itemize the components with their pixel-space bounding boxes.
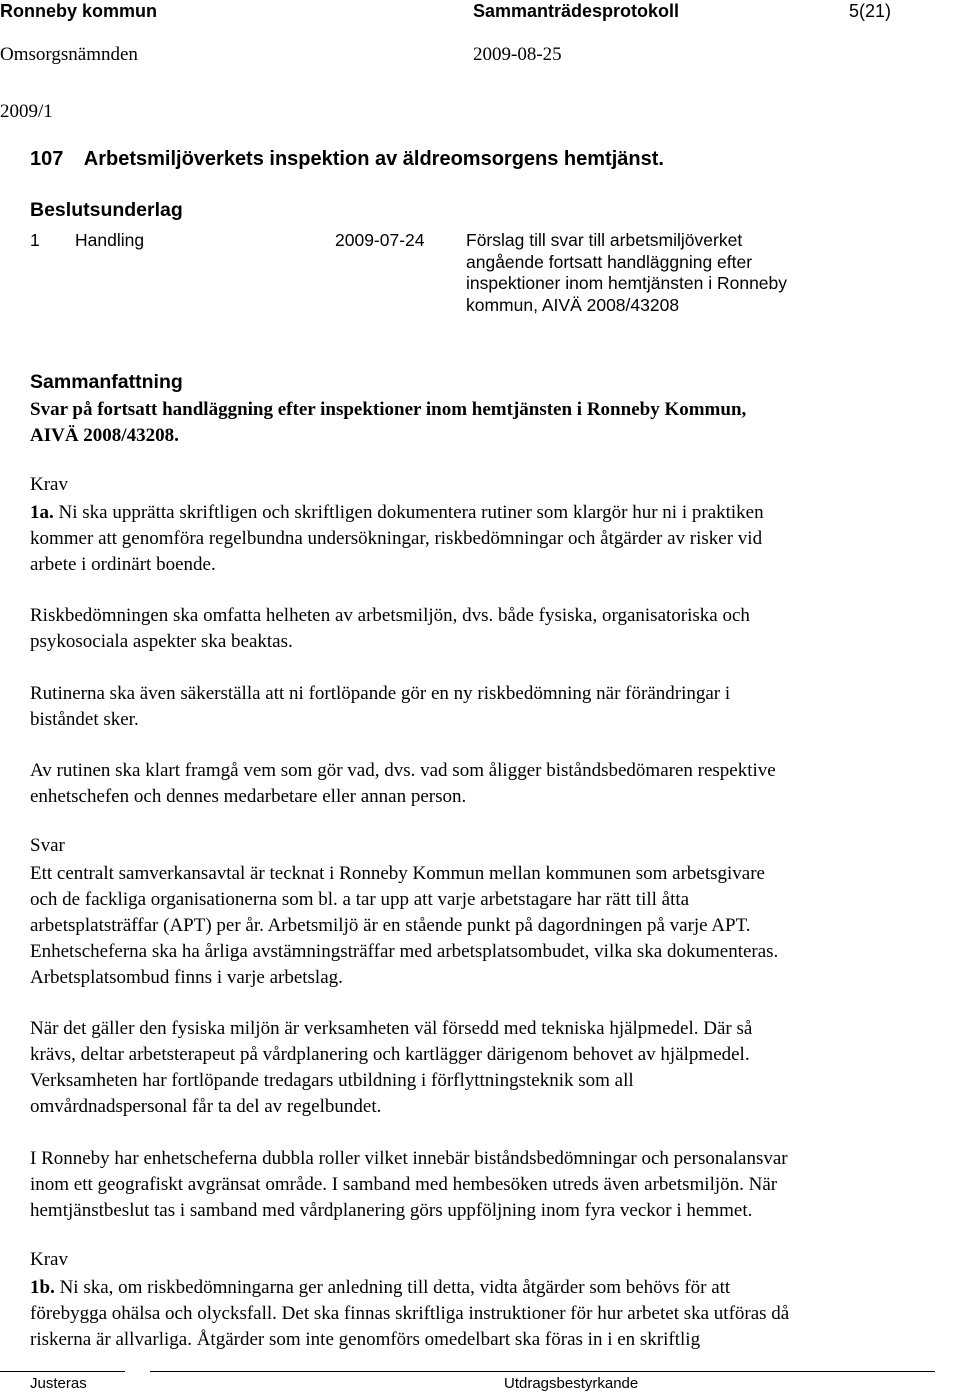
org-name: Ronneby kommun: [0, 1, 158, 21]
text-line: arbetsplatsträffar (APT) per år. Arbetsmiljö är en stående punkt på dagordningen på varje APT.: [30, 915, 751, 936]
item-heading: [30, 148, 664, 171]
text-line: Verksamheten har fortlöpande tredagars utbildning i förflyttningsteknik som all: [30, 1070, 634, 1091]
description-line: kommun, AIVÄ 2008/43208: [466, 294, 680, 315]
meeting-date: 2009-08-25: [473, 44, 562, 65]
svar-text: [30, 861, 940, 991]
text-line: biståndet sker.: [30, 709, 139, 730]
text-line: När det gäller den fysiska miljön är verksamheten väl försedd med tekniska hjälpmedel. Där så: [30, 1018, 753, 1039]
text-line: Av rutinen ska klart framgå vem som gör vad, dvs. vad som åligger biståndsbedömaren respektive: [30, 760, 776, 781]
item-title: Arbetsmiljöverkets inspektion av äldreomsorgens hemtjänst.: [83, 148, 664, 170]
footer-justeras: Justeras: [30, 1375, 87, 1392]
text-line: enhetschefen och dennes medarbetare eller annan person.: [30, 786, 467, 807]
row-type: Handling: [75, 230, 145, 250]
text-line: AIVÄ 2008/43208.: [30, 425, 179, 446]
text-line: Ni ska, om riskbedömningarna ger anledning till detta, vidta åtgärder som behövs för att: [59, 1277, 731, 1298]
sammanfattning-text: [30, 397, 940, 449]
text-line: inom ett geografiskt avgränsat område. I samband med hembesöken utreds även arbetsmiljön. När: [30, 1174, 778, 1195]
row-number: 1: [30, 230, 40, 250]
text-line: Rutinerna ska även säkerställa att ni fortlöpande gör en ny riskbedömning när förändringar i: [30, 683, 731, 704]
footer-utdragsbestyrkande: Utdragsbestyrkande: [504, 1375, 639, 1392]
text-line: Ett centralt samverkansavtal är tecknat i Ronneby Kommun mellan kommunen som arbetsgivare: [30, 863, 765, 884]
beslutsunderlag-heading: Beslutsunderlag: [30, 199, 183, 221]
footer-rule-left: [0, 1371, 125, 1372]
text-line: krävs, deltar arbetsterapeut på vårdplanering och kartlägger därigenom behovet av hjälpmedel.: [30, 1044, 750, 1065]
row-date: 2009-07-24: [335, 230, 425, 250]
krav-heading: Krav: [30, 474, 68, 495]
krav-1b-text: [30, 1275, 940, 1353]
text-line: Riskbedömningen ska omfatta helheten av arbetsmiljön, dvs. både fysiska, organisatoriska och: [30, 605, 750, 626]
footer-rule-right: [150, 1371, 935, 1372]
sammanfattning-heading: Sammanfattning: [30, 371, 183, 393]
description-line: angående fortsatt handläggning efter: [466, 251, 753, 272]
page-number: 5(21): [849, 1, 892, 21]
text-line: arbete i ordinärt boende.: [30, 554, 216, 575]
krav-heading: Krav: [30, 1249, 68, 1270]
paragraph-av-rutinen: [30, 758, 940, 810]
krav-1a-text: [30, 500, 940, 578]
text-line: riskerna är allvarliga. Åtgärder som inte genomförs omedelbart ska föras in i en skriftlig: [30, 1329, 701, 1350]
description-line: Förslag till svar till arbetsmiljöverket: [466, 230, 743, 250]
text-line: Svar på fortsatt handläggning efter inspektioner inom hemtjänsten i Ronneby Kommun,: [30, 399, 747, 420]
committee-name: Omsorgsnämnden: [0, 44, 138, 65]
text-line: omvårdnadspersonal får ta del av regelbundet.: [30, 1096, 382, 1117]
krav-label: 1a.: [30, 502, 54, 523]
description-line: inspektioner inom hemtjänsten i Ronneby: [466, 273, 788, 293]
paragraph-riskbedomning: [30, 603, 940, 655]
text-line: I Ronneby har enhetscheferna dubbla roller vilket innebär biståndsbedömningar och personalansvar: [30, 1148, 788, 1169]
paragraph-fysisk-miljo: [30, 1016, 940, 1120]
text-line: Arbetsplatsombud finns i varje arbetslag.: [30, 967, 343, 988]
paragraph-rutinerna: [30, 681, 940, 733]
case-number: 2009/1: [0, 101, 53, 122]
text-line: förebygga ohälsa och olycksfall. Det ska finnas skriftliga instruktioner för hur arbetet ska utföras då: [30, 1303, 790, 1324]
text-line: och de fackliga organisationerna som bl. a tar upp att varje arbetstagare har rätt till åtta: [30, 889, 690, 910]
text-line: hemtjänstbeslut tas i samband med vårdplanering görs uppföljning inom fyra veckor i hemmet.: [30, 1200, 753, 1221]
krav-label: 1b.: [30, 1277, 55, 1298]
paragraph-ronneby: [30, 1146, 940, 1224]
text-line: Ni ska upprätta skriftligen och skriftligen dokumentera rutiner som klargör hur ni i praktiken: [58, 502, 764, 523]
document-type: Sammanträdesprotokoll: [473, 1, 680, 21]
svar-heading: Svar: [30, 835, 65, 856]
row-description: [466, 230, 787, 316]
text-line: kommer att genomföra regelbundna undersökningar, riskbedömningar och åtgärder av risker vid: [30, 528, 763, 549]
text-line: psykosociala aspekter ska beaktas.: [30, 631, 293, 652]
item-number: 107: [30, 148, 64, 170]
text-line: Enhetscheferna ska ha årliga avstämningsträffar med arbetsplatsombudet, vilka ska dokumenteras.: [30, 941, 779, 962]
